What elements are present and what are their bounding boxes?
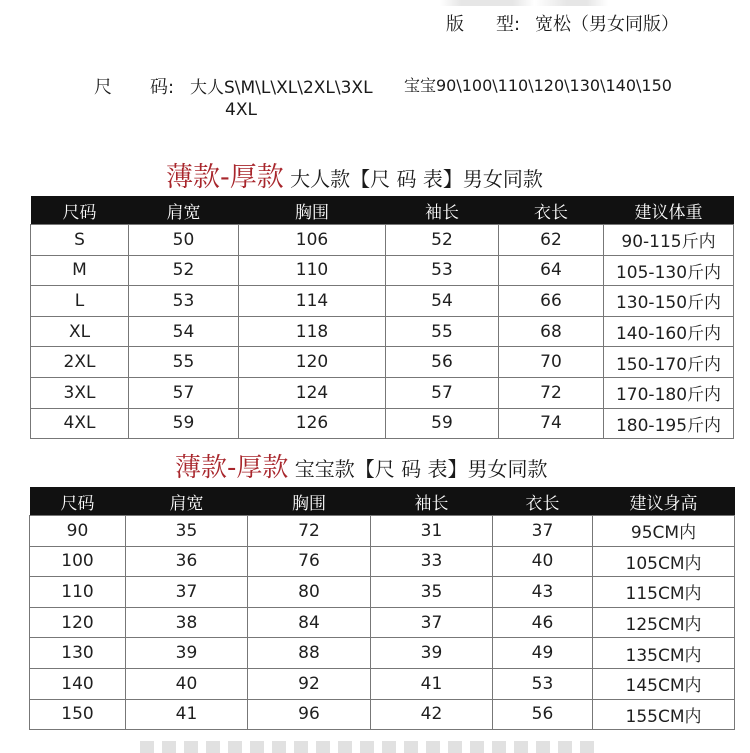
column-header: 衣长 (499, 196, 604, 225)
table-cell: 64 (499, 255, 604, 286)
table-row (30, 607, 735, 638)
table-cell: 38 (126, 607, 248, 638)
column-header: 胸围 (239, 196, 386, 225)
table-cell: 90-115斤内 (604, 225, 734, 256)
column-header: 尺码 (31, 196, 129, 225)
table-cell: 37 (126, 577, 248, 608)
table-cell: 100 (30, 546, 126, 577)
table-row (31, 255, 734, 286)
table-cell: 96 (248, 699, 371, 730)
table-cell: 53 (493, 668, 593, 699)
table-row (30, 668, 735, 699)
kid-title-highlight: 薄款-厚款 (175, 453, 289, 483)
table-cell: 36 (126, 546, 248, 577)
table-cell: 140 (30, 668, 126, 699)
column-header: 袖长 (386, 196, 499, 225)
table-row (31, 408, 734, 439)
table-cell: 150-170斤内 (604, 347, 734, 378)
table-cell: 80 (248, 577, 371, 608)
table-cell: 40 (126, 668, 248, 699)
table-cell: 31 (371, 516, 493, 547)
size-label-char: 尺 (94, 77, 112, 98)
column-header: 袖长 (371, 487, 493, 516)
table-cell: 53 (386, 255, 499, 286)
table-cell: 33 (371, 546, 493, 577)
cropped-text-fragment (140, 741, 600, 753)
table-cell: 135CM内 (593, 638, 735, 669)
table-row (30, 516, 735, 547)
table-cell: 56 (386, 347, 499, 378)
kid-title-text: 宝宝款【尺 码 表】男女同款 (294, 457, 548, 481)
table-cell: 105CM内 (593, 546, 735, 577)
table-cell: 42 (371, 699, 493, 730)
table-cell: 72 (499, 377, 604, 408)
table-cell: 66 (499, 286, 604, 317)
fit-label-char: 型: (496, 14, 521, 35)
table-row (30, 577, 735, 608)
column-header: 胸围 (248, 487, 371, 516)
size-list-kid: 宝宝90\100\110\120\130\140\150 (404, 76, 672, 95)
table-cell: 92 (248, 668, 371, 699)
table-cell: 52 (129, 255, 239, 286)
table-cell: 68 (499, 316, 604, 347)
table-cell: 39 (126, 638, 248, 669)
cropped-text-fragment (440, 0, 650, 6)
table-cell: 114 (239, 286, 386, 317)
table-cell: 106 (239, 225, 386, 256)
table-cell: 115CM内 (593, 577, 735, 608)
adult-section-title (166, 155, 543, 194)
table-row (30, 638, 735, 669)
table-cell: 140-160斤内 (604, 316, 734, 347)
column-header: 建议身高 (593, 487, 735, 516)
fit-label (446, 10, 520, 36)
table-cell: 76 (248, 546, 371, 577)
table-row (30, 546, 735, 577)
table-cell: 52 (386, 225, 499, 256)
table-cell: 62 (499, 225, 604, 256)
table-cell: 130 (30, 638, 126, 669)
adult-size-table (30, 196, 734, 439)
table-cell: 41 (126, 699, 248, 730)
table-cell: 37 (371, 607, 493, 638)
table-row (31, 377, 734, 408)
kid-section-title (175, 447, 547, 484)
table-cell: 37 (493, 516, 593, 547)
size-list-extra: 4XL (225, 100, 257, 120)
table-cell: 35 (371, 577, 493, 608)
table-cell: 59 (129, 408, 239, 439)
table-cell: 35 (126, 516, 248, 547)
column-header: 尺码 (30, 487, 126, 516)
table-cell: 72 (248, 516, 371, 547)
table-cell: M (31, 255, 129, 286)
table-row (30, 699, 735, 730)
table-row (31, 225, 734, 256)
table-cell: 126 (239, 408, 386, 439)
table-cell: S (31, 225, 129, 256)
table-header-row (30, 487, 735, 516)
table-cell: 124 (239, 377, 386, 408)
table-cell: 155CM内 (593, 699, 735, 730)
adult-title-highlight: 薄款-厚款 (166, 162, 284, 193)
table-cell: 125CM内 (593, 607, 735, 638)
table-cell: L (31, 286, 129, 317)
column-header: 肩宽 (126, 487, 248, 516)
table-row (31, 316, 734, 347)
table-cell: 90 (30, 516, 126, 547)
table-cell: 53 (129, 286, 239, 317)
table-cell: 120 (30, 607, 126, 638)
table-cell: 150 (30, 699, 126, 730)
table-row (31, 286, 734, 317)
table-cell: 56 (493, 699, 593, 730)
table-cell: 95CM内 (593, 516, 735, 547)
table-cell: 110 (30, 577, 126, 608)
table-cell: 50 (129, 225, 239, 256)
table-cell: 54 (386, 286, 499, 317)
table-cell: 84 (248, 607, 371, 638)
table-cell: XL (31, 316, 129, 347)
table-cell: 4XL (31, 408, 129, 439)
fit-label-char: 版 (446, 14, 464, 35)
table-cell: 41 (371, 668, 493, 699)
fit-value: 宽松（男女同版） (535, 14, 679, 35)
table-header-row (31, 196, 734, 225)
table-cell: 88 (248, 638, 371, 669)
table-cell: 59 (386, 408, 499, 439)
column-header: 衣长 (493, 487, 593, 516)
size-list-adult: 大人S\M\L\XL\2XL\3XL (190, 78, 373, 98)
adult-title-text: 大人款【尺 码 表】男女同款 (290, 167, 543, 191)
table-cell: 70 (499, 347, 604, 378)
table-cell: 180-195斤内 (604, 408, 734, 439)
table-cell: 120 (239, 347, 386, 378)
table-cell: 145CM内 (593, 668, 735, 699)
table-cell: 40 (493, 546, 593, 577)
table-cell: 39 (371, 638, 493, 669)
table-cell: 2XL (31, 347, 129, 378)
table-row (31, 347, 734, 378)
table-cell: 3XL (31, 377, 129, 408)
table-cell: 49 (493, 638, 593, 669)
table-cell: 130-150斤内 (604, 286, 734, 317)
table-cell: 105-130斤内 (604, 255, 734, 286)
column-header: 建议体重 (604, 196, 734, 225)
table-cell: 170-180斤内 (604, 377, 734, 408)
size-label (94, 73, 174, 99)
kid-size-table (29, 487, 735, 730)
table-cell: 57 (386, 377, 499, 408)
table-cell: 54 (129, 316, 239, 347)
table-cell: 43 (493, 577, 593, 608)
table-cell: 110 (239, 255, 386, 286)
table-cell: 46 (493, 607, 593, 638)
table-cell: 55 (386, 316, 499, 347)
table-cell: 55 (129, 347, 239, 378)
table-cell: 118 (239, 316, 386, 347)
column-header: 肩宽 (129, 196, 239, 225)
table-cell: 57 (129, 377, 239, 408)
size-label-char: 码: (150, 77, 175, 98)
table-cell: 74 (499, 408, 604, 439)
